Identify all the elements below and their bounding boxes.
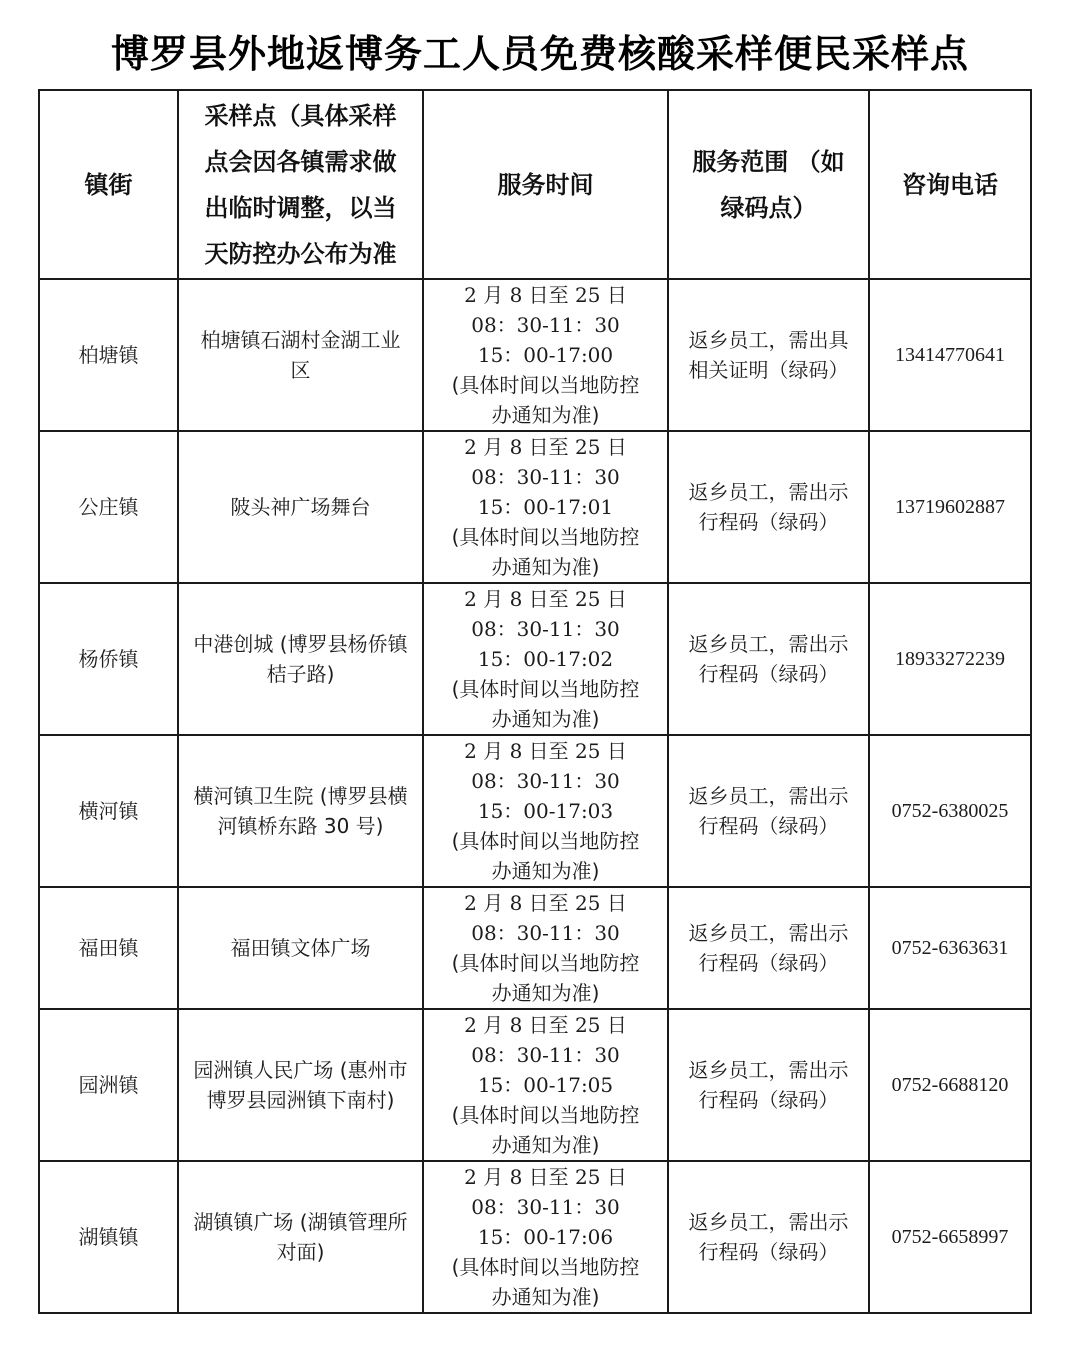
hours-line: 2 月 8 日至 25 日	[464, 435, 627, 459]
hours-line: 08：30-11：30	[471, 313, 620, 337]
hours-line: (具体时间以当地防控	[451, 1103, 640, 1127]
hours-cell	[423, 583, 668, 735]
scope-line: 相关证明（绿码）	[688, 358, 849, 382]
scope-cell	[668, 431, 869, 583]
hours-cell	[423, 735, 668, 887]
hours-line: 办通知为准)	[491, 555, 600, 579]
hours-line: (具体时间以当地防控	[451, 373, 640, 397]
phone-cell: 13414770641	[869, 279, 1031, 431]
hours-line: 2 月 8 日至 25 日	[464, 1013, 627, 1037]
site-cell	[178, 1161, 423, 1313]
table-row	[39, 1009, 1031, 1161]
scope-line: 返乡员工，需出示	[688, 480, 849, 504]
hours-cell	[423, 1009, 668, 1161]
table-row	[39, 279, 1031, 431]
header-phone: 咨询电话	[869, 90, 1031, 279]
site-cell	[178, 279, 423, 431]
table-row	[39, 887, 1031, 1009]
hours-line: 15：00-17:05	[477, 1073, 614, 1097]
scope-cell	[668, 1009, 869, 1161]
hours-line: 2 月 8 日至 25 日	[464, 891, 627, 915]
header-site-line: 出临时调整，以当	[204, 193, 397, 222]
hours-line: (具体时间以当地防控	[451, 677, 640, 701]
site-cell	[178, 583, 423, 735]
scope-cell	[668, 583, 869, 735]
site-line: 博罗县园洲镇下南村)	[206, 1088, 395, 1112]
hours-line: (具体时间以当地防控	[451, 829, 640, 853]
phone-cell: 0752-6688120	[869, 1009, 1031, 1161]
hours-cell	[423, 279, 668, 431]
table-row	[39, 583, 1031, 735]
scope-line: 行程码（绿码）	[698, 1240, 839, 1264]
header-scope-line: 绿码点）	[720, 193, 817, 222]
hours-line: 08：30-11：30	[471, 769, 620, 793]
hours-line: 办通知为准)	[491, 981, 600, 1005]
town-cell: 福田镇	[39, 887, 178, 1009]
hours-line: 2 月 8 日至 25 日	[464, 739, 627, 763]
table-header-row	[39, 90, 1031, 279]
site-line: 柏塘镇石湖村金湖工业	[200, 328, 401, 352]
hours-line: 08：30-11：30	[471, 921, 620, 945]
scope-cell	[668, 279, 869, 431]
hours-line: 15：00-17:03	[477, 799, 614, 823]
scope-line: 返乡员工，需出具	[688, 328, 849, 352]
site-line: 湖镇镇广场 (湖镇管理所	[193, 1210, 408, 1234]
phone-cell: 0752-6658997	[869, 1161, 1031, 1313]
hours-line: (具体时间以当地防控	[451, 951, 640, 975]
scope-line: 返乡员工，需出示	[688, 1058, 849, 1082]
phone-cell: 18933272239	[869, 583, 1031, 735]
site-line: 对面)	[276, 1240, 325, 1264]
header-site-line: 点会因各镇需求做	[204, 147, 397, 176]
town-cell: 杨侨镇	[39, 583, 178, 735]
scope-line: 返乡员工，需出示	[688, 1210, 849, 1234]
table-row	[39, 1161, 1031, 1313]
header-hours: 服务时间	[423, 90, 668, 279]
header-site-line: 采样点（具体采样	[204, 101, 397, 130]
scope-cell	[668, 735, 869, 887]
hours-line: 2 月 8 日至 25 日	[464, 283, 627, 307]
town-cell: 公庄镇	[39, 431, 178, 583]
hours-line: 08：30-11：30	[471, 617, 620, 641]
hours-line: 08：30-11：30	[471, 1195, 620, 1219]
hours-cell	[423, 1161, 668, 1313]
hours-line: (具体时间以当地防控	[451, 525, 640, 549]
site-line: 桔子路)	[266, 662, 335, 686]
phone-cell: 13719602887	[869, 431, 1031, 583]
site-cell	[178, 735, 423, 887]
hours-line: 办通知为准)	[491, 1133, 600, 1157]
hours-line: 15：00-17:06	[477, 1225, 614, 1249]
sampling-sites-table	[38, 89, 1032, 1314]
hours-line: 15：00-17:01	[477, 495, 614, 519]
hours-line: 2 月 8 日至 25 日	[464, 1165, 627, 1189]
hours-line: 15：00-17:02	[477, 647, 614, 671]
site-line: 陂头神广场舞台	[230, 495, 371, 519]
town-cell: 园洲镇	[39, 1009, 178, 1161]
scope-line: 返乡员工，需出示	[688, 784, 849, 808]
scope-line: 行程码（绿码）	[698, 1088, 839, 1112]
site-line: 横河镇卫生院 (博罗县横	[193, 784, 408, 808]
town-cell: 横河镇	[39, 735, 178, 887]
hours-line: (具体时间以当地防控	[451, 1255, 640, 1279]
scope-line: 行程码（绿码）	[698, 814, 839, 838]
hours-line: 08：30-11：30	[471, 1043, 620, 1067]
page-title: 博罗县外地返博务工人员免费核酸采样便民采样点	[110, 31, 969, 76]
town-cell: 柏塘镇	[39, 279, 178, 431]
table-row	[39, 431, 1031, 583]
scope-line: 返乡员工，需出示	[688, 921, 849, 945]
site-line: 园洲镇人民广场 (惠州市	[193, 1058, 408, 1082]
table-row	[39, 735, 1031, 887]
hours-line: 08：30-11：30	[471, 465, 620, 489]
hours-cell	[423, 887, 668, 1009]
header-scope-line: 服务范围 （如	[692, 147, 845, 176]
site-line: 中港创城 (博罗县杨侨镇	[193, 632, 408, 656]
site-cell	[178, 1009, 423, 1161]
scope-line: 行程码（绿码）	[698, 951, 839, 975]
site-line: 福田镇文体广场	[230, 936, 371, 960]
site-cell	[178, 431, 423, 583]
phone-cell: 0752-6363631	[869, 887, 1031, 1009]
hours-line: 办通知为准)	[491, 707, 600, 731]
hours-line: 办通知为准)	[491, 1285, 600, 1309]
hours-line: 2 月 8 日至 25 日	[464, 587, 627, 611]
hours-cell	[423, 431, 668, 583]
header-scope	[668, 90, 869, 279]
hours-line: 15：00-17:00	[477, 343, 614, 367]
header-site-line: 天防控办公布为准	[204, 239, 397, 268]
header-town: 镇街	[39, 90, 178, 279]
hours-line: 办通知为准)	[491, 403, 600, 427]
header-site	[178, 90, 423, 279]
site-line: 区	[290, 358, 311, 382]
phone-cell: 0752-6380025	[869, 735, 1031, 887]
hours-line: 办通知为准)	[491, 859, 600, 883]
scope-line: 返乡员工，需出示	[688, 632, 849, 656]
scope-line: 行程码（绿码）	[698, 510, 839, 534]
scope-cell	[668, 887, 869, 1009]
site-cell	[178, 887, 423, 1009]
site-line: 河镇桥东路 30 号)	[217, 814, 384, 838]
scope-cell	[668, 1161, 869, 1313]
town-cell: 湖镇镇	[39, 1161, 178, 1313]
scope-line: 行程码（绿码）	[698, 662, 839, 686]
